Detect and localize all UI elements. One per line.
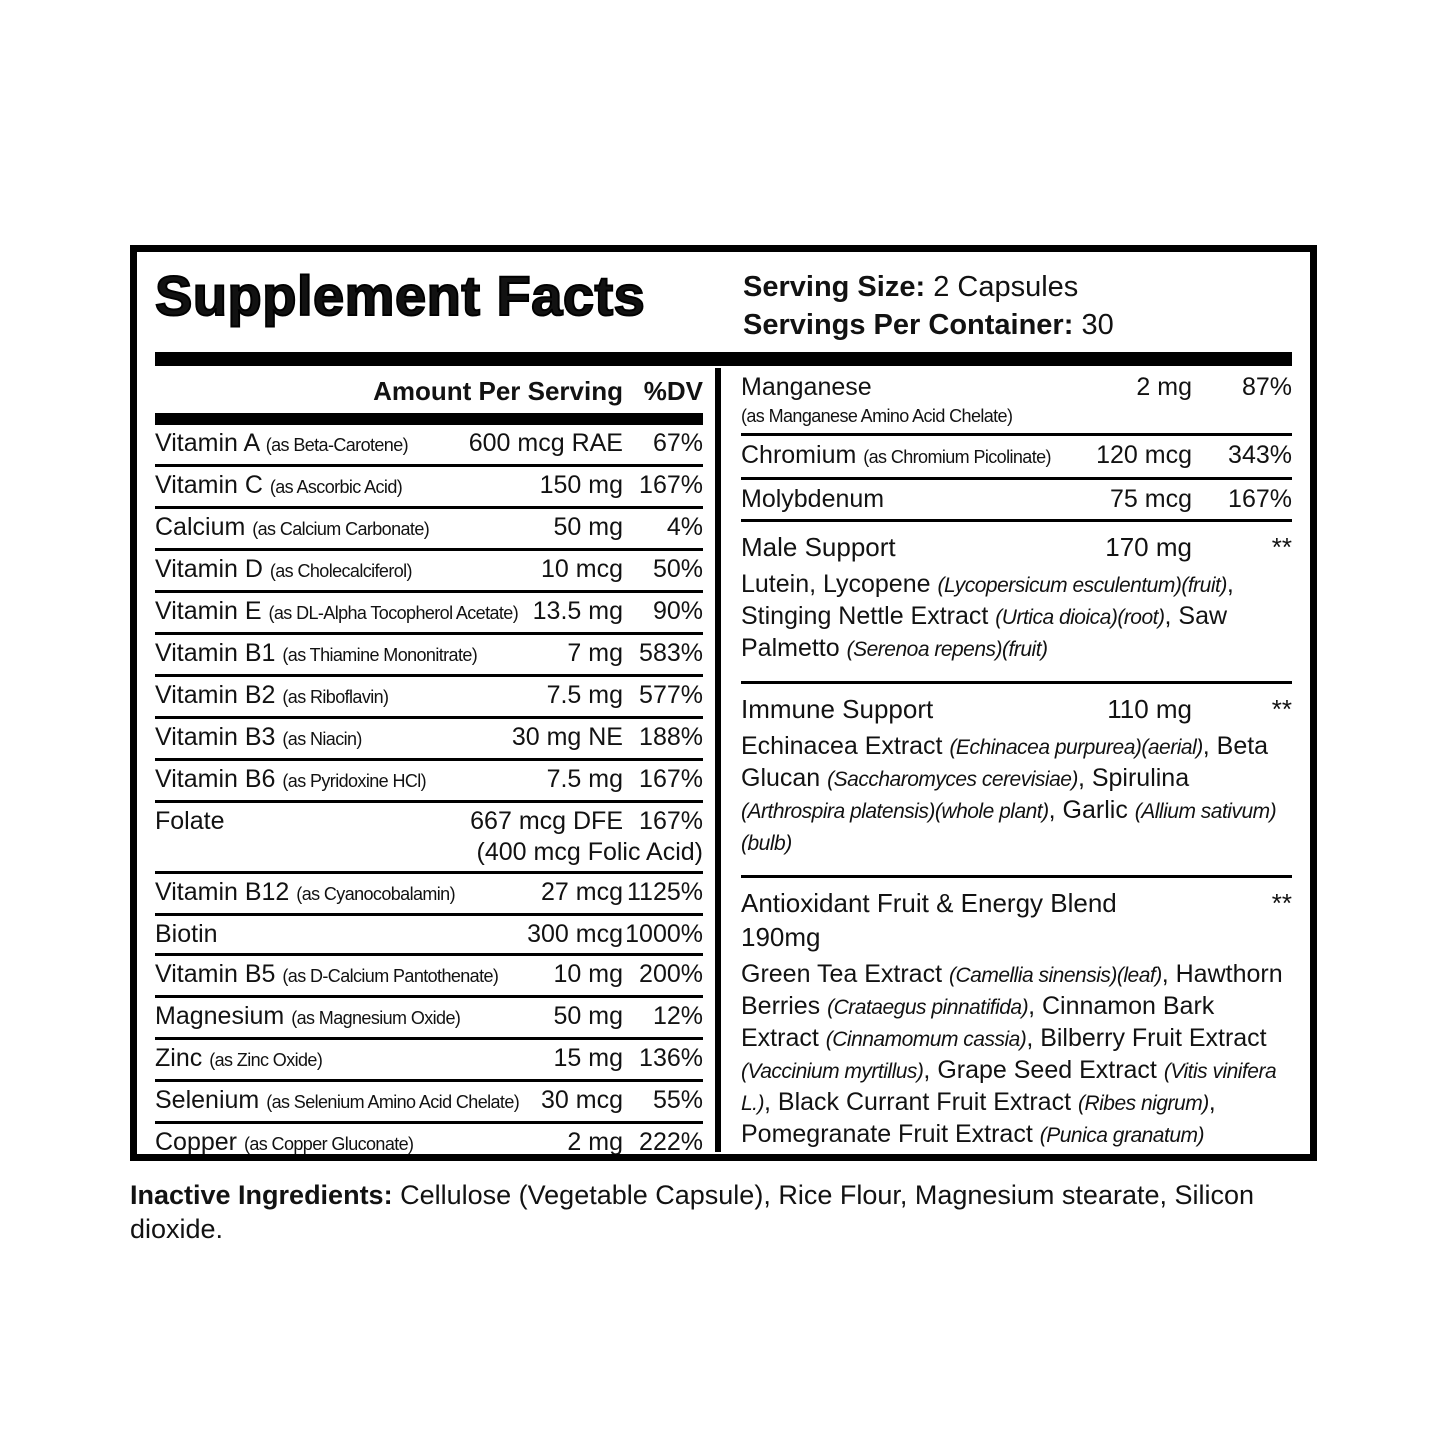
- table-row: [741, 477, 1292, 519]
- nutrient-dv: 200%: [639, 960, 703, 988]
- nutrient-amount: 150 mg: [539, 471, 623, 499]
- nutrient-name: Calcium: [155, 513, 246, 541]
- blend-header-row: [741, 690, 1292, 728]
- blend-section: [741, 875, 1292, 1161]
- nutrient-name: Copper: [155, 1128, 237, 1156]
- nutrient-dv: 67%: [652, 429, 703, 457]
- nutrient-amount: 10 mcg: [541, 555, 623, 583]
- table-row: [155, 995, 703, 1037]
- nutrient-dv: 343%: [1228, 441, 1292, 469]
- nutrient-name: Vitamin D: [155, 555, 263, 583]
- nutrient-name: Vitamin B3: [155, 723, 276, 751]
- nutrient-name-cell: [155, 554, 541, 587]
- table-row: [155, 590, 703, 632]
- nutrient-dv: 188%: [639, 723, 703, 751]
- left-table-header: [155, 368, 703, 413]
- blend-name: Male Support: [741, 532, 896, 562]
- dv-header: %DV: [643, 376, 703, 406]
- nutrient-name-cell: [155, 806, 470, 837]
- nutrient-amount: 600 mcg RAE: [468, 429, 623, 457]
- blend-section: [741, 681, 1292, 875]
- header-divider-bar: [155, 352, 1292, 366]
- left-column: [155, 368, 721, 1156]
- nutrient-amount: 120 mcg: [1096, 441, 1192, 469]
- table-row: [155, 1121, 703, 1161]
- nutrient-name-cell: [155, 428, 469, 461]
- nutrient-name-cell: [155, 959, 554, 992]
- serving-size-value: 2 Capsules: [933, 271, 1079, 303]
- nutrient-name: Chromium: [741, 441, 857, 469]
- nutrient-dv: 583%: [639, 639, 703, 667]
- nutrient-name-cell: [155, 638, 567, 671]
- table-row: [155, 871, 703, 913]
- nutrient-name-cell: [155, 1127, 567, 1160]
- nutrient-amount: 30 mg NE: [511, 723, 623, 751]
- nutrient-qualifier-subline: (as Manganese Amino Acid Chelate): [741, 406, 1013, 426]
- table-row: [155, 548, 703, 590]
- servings-per-container-label: Servings Per Container:: [743, 309, 1074, 341]
- nutrient-name-cell: [155, 919, 527, 950]
- nutrient-name-cell: [155, 1043, 554, 1076]
- nutrient-name-cell: [155, 596, 533, 629]
- nutrient-name: Vitamin B5: [155, 960, 276, 988]
- nutrient-name-cell: [741, 372, 1136, 403]
- nutrient-name: Zinc: [155, 1044, 203, 1072]
- nutrient-dv: 136%: [639, 1044, 703, 1072]
- blend-name: Immune Support: [741, 694, 934, 724]
- nutrient-qualifier: (as Pyridoxine HCl): [282, 771, 427, 791]
- right-column: [721, 368, 1292, 1152]
- nutrient-amount: 2 mg: [567, 1128, 623, 1156]
- nutrient-dv: 55%: [652, 1086, 703, 1114]
- panel-title: Supplement Facts: [155, 264, 646, 327]
- nutrient-qualifier: (as Chromium Picolinate): [863, 447, 1051, 467]
- columns: [155, 368, 1292, 1156]
- blend-dv: **: [1271, 888, 1292, 918]
- nutrient-qualifier: (as Cholecalciferol): [269, 561, 412, 581]
- nutrient-name: Manganese: [741, 373, 872, 401]
- nutrient-dv: 167%: [639, 765, 703, 793]
- supplement-facts-panel: [130, 245, 1317, 1161]
- nutrient-dv: 222%: [639, 1128, 703, 1156]
- nutrient-name: Vitamin A: [155, 429, 259, 457]
- serving-size-label: Serving Size:: [743, 271, 926, 303]
- nutrient-amount-note: (400 mcg Folic Acid): [476, 838, 703, 866]
- nutrient-qualifier: (as Riboflavin): [282, 687, 389, 707]
- table-row: [741, 368, 1292, 433]
- nutrient-amount: 15 mg: [553, 1044, 623, 1072]
- nutrient-amount: 300 mcg: [527, 920, 623, 948]
- blend-amount: 110 mg: [1107, 694, 1192, 724]
- blend-description: Green Tea Extract (Camellia sinensis)(leaf), Hawthorn Berries (Crataegus pinnatifida), Cinnamon Bark Extract (Cinnamomum cassia), Bilberry Fruit Extract (Vaccinium myrtillus), Grape Seed Extract (Vitis vinifera L.), Black Currant Fruit Extract (Ribes nigrum), Pomegranate Fruit Extract (Punica granatum): [741, 960, 1283, 1148]
- nutrient-name-cell: [155, 1001, 554, 1034]
- nutrient-dv: 90%: [652, 597, 703, 625]
- nutrient-name-cell: [741, 484, 1110, 515]
- inactive-ingredients-label: Inactive Ingredients:: [130, 1180, 393, 1210]
- nutrient-qualifier: (as Copper Gluconate): [243, 1134, 414, 1154]
- blend-description: Lutein, Lycopene (Lycopersicum esculentum)(fruit), Stinging Nettle Extract (Urtica dioica)(root), Saw Palmetto (Serenoa repens)(fruit): [741, 570, 1234, 662]
- nutrient-qualifier: (as Cyanocobalamin): [296, 884, 455, 904]
- servings-per-container-value: 30: [1081, 309, 1114, 341]
- nutrient-dv: 1125%: [627, 878, 703, 906]
- blend-section: [741, 519, 1292, 681]
- nutrient-name: Vitamin B12: [155, 878, 290, 906]
- nutrient-name: Biotin: [155, 920, 218, 948]
- nutrient-name-cell: [155, 680, 547, 713]
- nutrient-dv: 87%: [1241, 373, 1292, 401]
- nutrient-name-cell: [155, 877, 541, 910]
- nutrient-dv: 167%: [1228, 485, 1292, 513]
- nutrient-amount: 7.5 mg: [546, 681, 623, 709]
- nutrient-name: Molybdenum: [741, 485, 885, 513]
- nutrient-qualifier: (as Calcium Carbonate): [252, 519, 430, 539]
- nutrient-name: Magnesium: [155, 1002, 285, 1030]
- nutrient-name: Vitamin E: [155, 597, 262, 625]
- nutrient-name-cell: [155, 1085, 541, 1118]
- nutrient-qualifier: (as D-Calcium Pantothenate): [282, 966, 499, 986]
- table-row: [155, 953, 703, 995]
- blend-header-row: [741, 528, 1292, 566]
- nutrient-name: Vitamin C: [155, 471, 263, 499]
- nutrient-name: Vitamin B6: [155, 765, 276, 793]
- nutrient-name: Selenium: [155, 1086, 260, 1114]
- amount-per-serving-header: Amount Per Serving: [373, 376, 623, 406]
- nutrient-amount: 7.5 mg: [546, 765, 623, 793]
- table-row: [155, 425, 703, 464]
- nutrient-name-cell: [741, 440, 1096, 473]
- table-row: [155, 800, 703, 871]
- nutrient-amount: 7 mg: [567, 639, 623, 667]
- table-row: [155, 1079, 703, 1121]
- serving-size-line: [743, 268, 1292, 306]
- nutrient-name: Vitamin B2: [155, 681, 276, 709]
- nutrient-amount: 13.5 mg: [532, 597, 623, 625]
- blend-name: Antioxidant Fruit & Energy Blend 190mg: [741, 888, 1117, 952]
- table-row: [155, 506, 703, 548]
- blend-dv: **: [1271, 532, 1292, 562]
- blend-amount: 170 mg: [1105, 532, 1192, 562]
- nutrient-dv: 4%: [666, 513, 703, 541]
- table-row: [155, 1037, 703, 1079]
- table-row: [155, 716, 703, 758]
- nutrient-qualifier: (as Ascorbic Acid): [269, 477, 403, 497]
- table-row: [741, 433, 1292, 477]
- blend-dv: **: [1271, 694, 1292, 724]
- nutrient-amount: 667 mcg DFE: [470, 807, 623, 835]
- nutrient-name-cell: [155, 764, 547, 797]
- nutrient-amount: 75 mcg: [1110, 485, 1192, 513]
- nutrient-amount: 50 mg: [553, 1002, 623, 1030]
- nutrient-amount: 10 mg: [553, 960, 623, 988]
- blend-header-row: [741, 884, 1292, 956]
- left-header-bar: [155, 413, 703, 425]
- panel-header: [155, 258, 1292, 344]
- nutrient-qualifier: (as Niacin): [282, 729, 362, 749]
- nutrient-amount: 27 mcg: [541, 878, 623, 906]
- nutrient-qualifier: (as Selenium Amino Acid Chelate): [266, 1092, 520, 1112]
- left-table-rows: [155, 425, 703, 1161]
- nutrient-qualifier: (as Magnesium Oxide): [291, 1008, 461, 1028]
- serving-info: [743, 258, 1292, 344]
- inactive-ingredients-text: Cellulose (Vegetable Capsule), Rice Flour, Magnesium stearate, Silicon dioxide.: [130, 1180, 1255, 1244]
- nutrient-dv: 577%: [639, 681, 703, 709]
- nutrient-qualifier: (as Thiamine Mononitrate): [282, 645, 478, 665]
- right-table-rows: [741, 368, 1292, 1161]
- nutrient-qualifier: (as Zinc Oxide): [209, 1050, 323, 1070]
- servings-per-container-line: [743, 306, 1292, 344]
- nutrient-dv: 167%: [639, 471, 703, 499]
- nutrient-amount: 30 mcg: [541, 1086, 623, 1114]
- nutrient-qualifier: (as DL-Alpha Tocopherol Acetate): [268, 603, 519, 623]
- nutrient-qualifier: (as Beta-Carotene): [265, 435, 409, 455]
- table-row: [155, 632, 703, 674]
- table-row: [155, 913, 703, 953]
- inactive-ingredients: [130, 1178, 1317, 1246]
- nutrient-name-cell: [155, 722, 512, 755]
- nutrient-dv: 12%: [652, 1002, 703, 1030]
- nutrient-dv: 50%: [652, 555, 703, 583]
- table-row: [155, 464, 703, 506]
- table-row: [155, 674, 703, 716]
- nutrient-amount: 50 mg: [553, 513, 623, 541]
- table-row: [155, 758, 703, 800]
- nutrient-amount: 2 mg: [1136, 373, 1192, 401]
- nutrient-name-cell: [155, 512, 554, 545]
- nutrient-name: Vitamin B1: [155, 639, 276, 667]
- blend-description: Echinacea Extract (Echinacea purpurea)(aerial), Beta Glucan (Saccharomyces cerevisiae), Spirulina (Arthrospira platensis)(whole plant), Garlic (Allium sativum)(bulb): [741, 732, 1277, 855]
- nutrient-dv: 1000%: [625, 920, 703, 948]
- nutrient-dv: 167%: [639, 807, 703, 835]
- nutrient-name: Folate: [155, 807, 225, 835]
- nutrient-name-cell: [155, 470, 540, 503]
